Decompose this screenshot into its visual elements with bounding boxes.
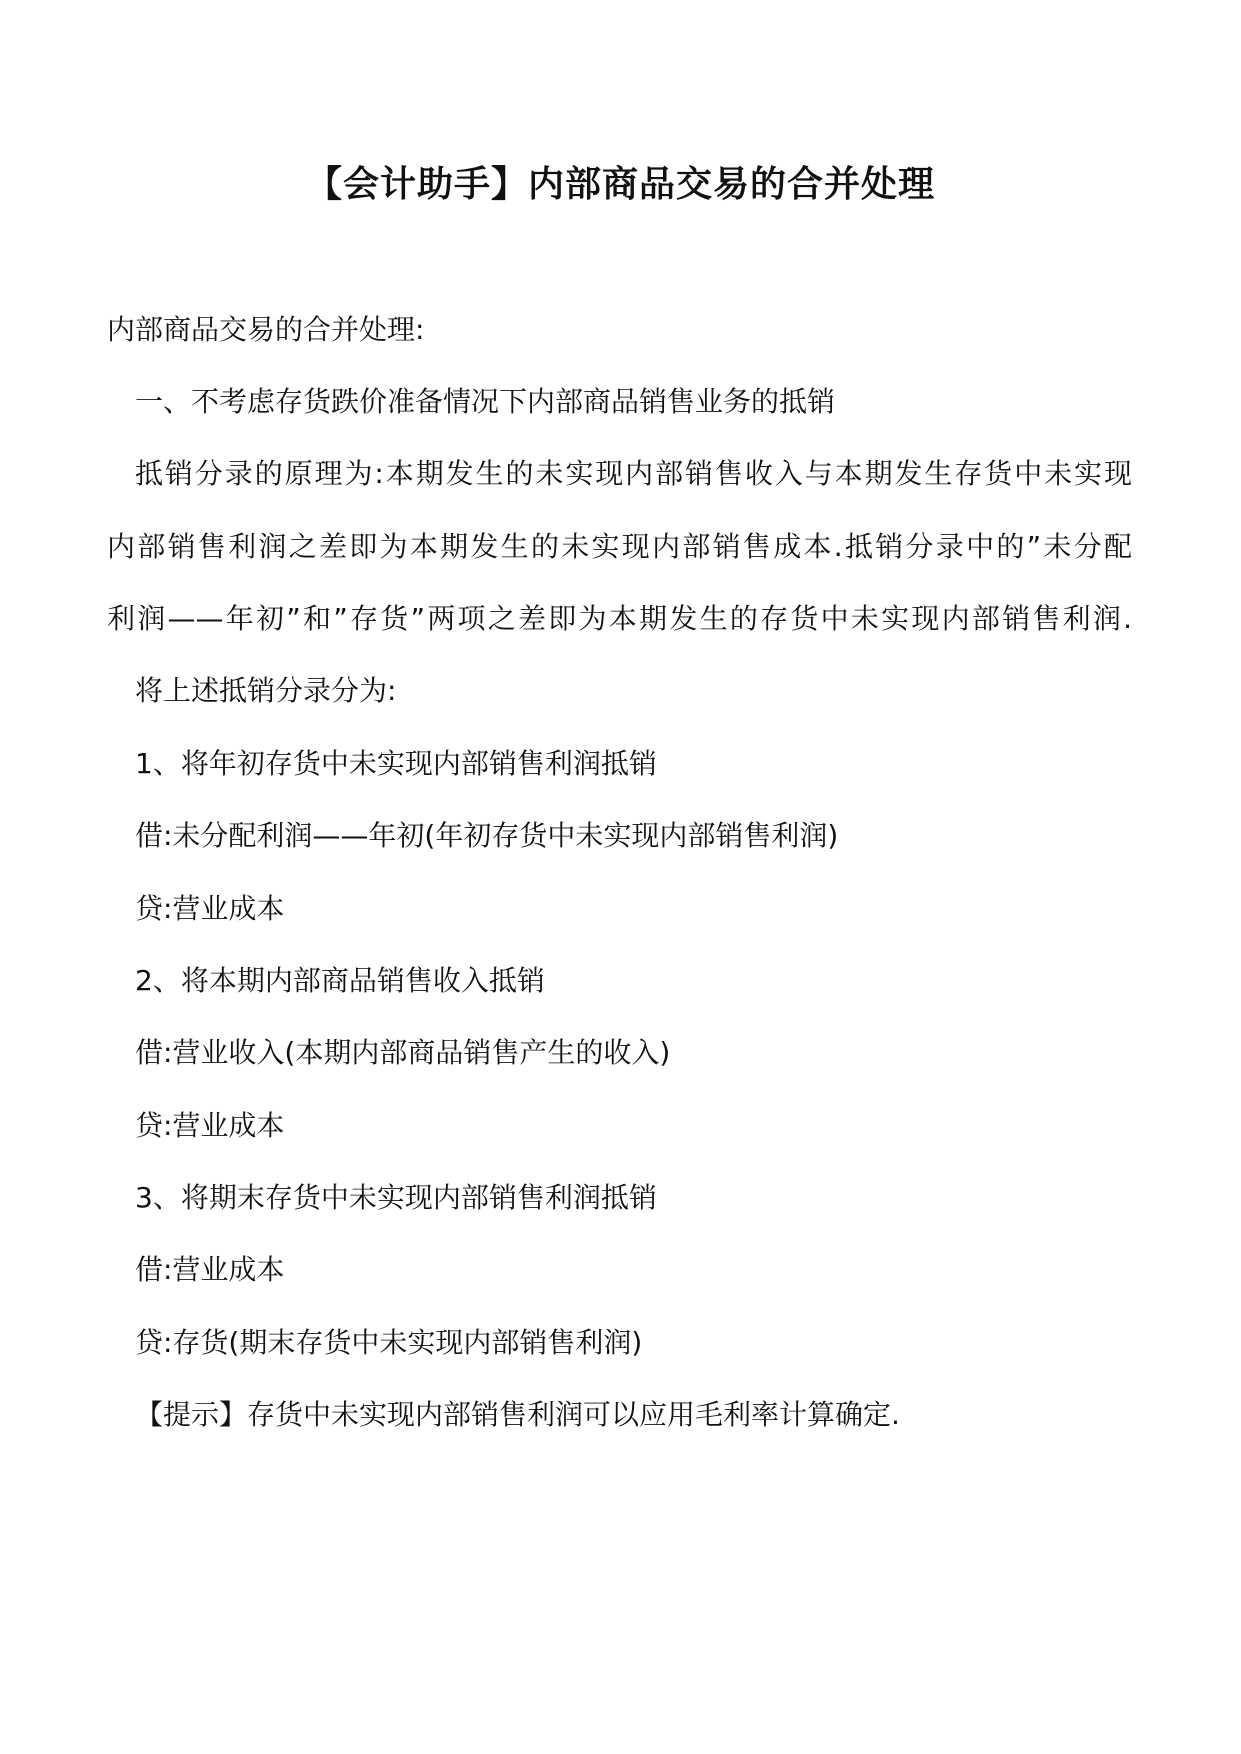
document-title: 【会计助手】内部商品交易的合并处理 [305,164,935,205]
step-2-debit: 借:营业收入(本期内部商品销售产生的收入) [135,1036,671,1069]
step-2-credit: 贷:营业成本 [135,1109,285,1142]
tip-note: 【提示】存货中未实现内部销售利润可以应用毛利率计算确定. [135,1398,900,1431]
principle-line-3: 利润——年初”和”存货”两项之差即为本期发生的存货中未实现内部销售利润. [107,602,1132,635]
step-3-debit: 借:营业成本 [135,1253,285,1286]
section-heading: 一、不考虑存货跌价准备情况下内部商品销售业务的抵销 [135,385,836,418]
split-intro: 将上述抵销分录分为: [135,674,397,707]
principle-line-1: 抵销分录的原理为:本期发生的未实现内部销售收入与本期发生存货中未实现 [135,457,1132,490]
step-2-heading: 2、将本期内部商品销售收入抵销 [135,964,545,997]
step-1-heading: 1、将年初存货中未实现内部销售利润抵销 [135,747,657,780]
step-3-credit: 贷:存货(期末存货中未实现内部销售利润) [135,1326,643,1359]
step-1-credit: 贷:营业成本 [135,892,285,925]
principle-line-2: 内部销售利润之差即为本期发生的未实现内部销售成本.抵销分录中的”未分配 [107,530,1132,563]
intro-heading: 内部商品交易的合并处理: [107,313,425,346]
step-3-heading: 3、将期末存货中未实现内部销售利润抵销 [135,1181,657,1214]
step-1-debit: 借:未分配利润——年初(年初存货中未实现内部销售利润) [135,819,839,852]
